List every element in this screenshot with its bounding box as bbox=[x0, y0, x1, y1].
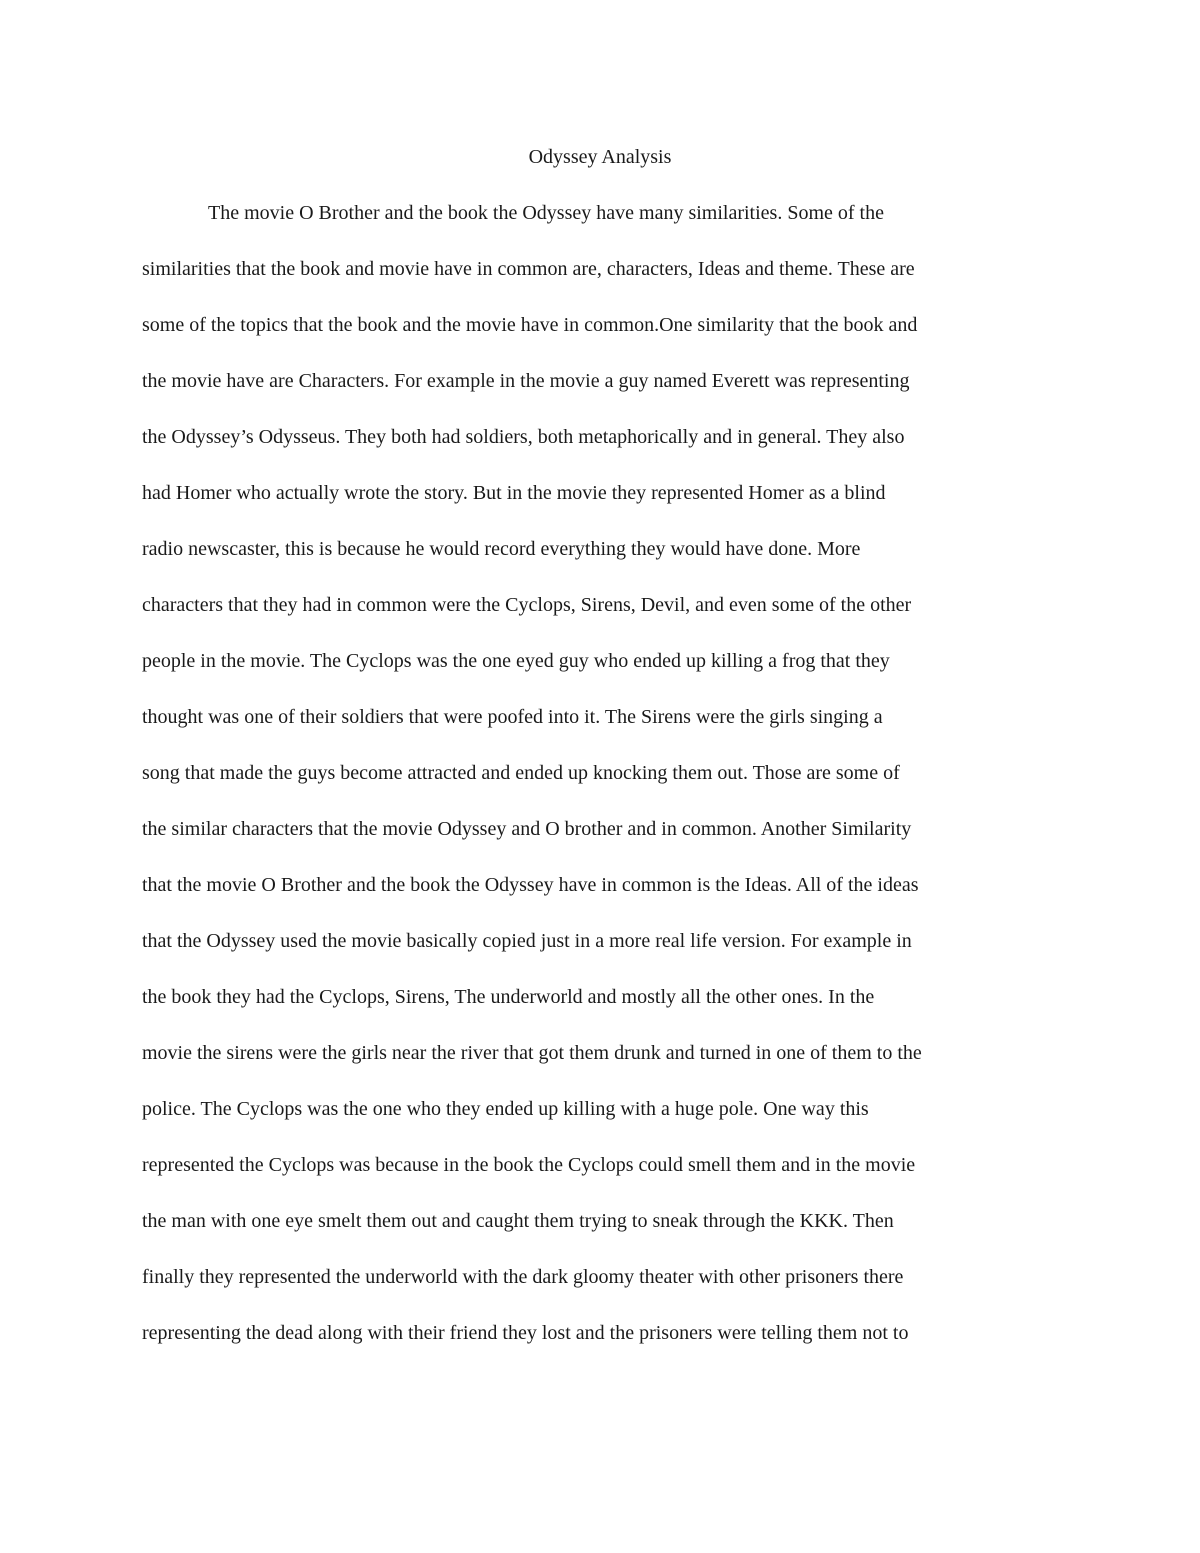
body-line: represented the Cyclops was because in the book the Cyclops could smell them and in the movie bbox=[142, 1154, 916, 1176]
body-line: the man with one eye smelt them out and caught them trying to sneak through the KKK. Then bbox=[142, 1210, 894, 1232]
body-line: that the Odyssey used the movie basically copied just in a more real life version. For example in bbox=[142, 930, 912, 952]
body-line: the book they had the Cyclops, Sirens, The underworld and mostly all the other ones. In the bbox=[142, 986, 875, 1008]
body-line: the movie have are Characters. For example in the movie a guy named Everett was representing bbox=[142, 370, 910, 392]
body-line: radio newscaster, this is because he would record everything they would have done. More bbox=[142, 538, 861, 560]
body-line: similarities that the book and movie have in common are, characters, Ideas and theme. These are bbox=[142, 258, 915, 280]
body-line: representing the dead along with their friend they lost and the prisoners were telling them not to bbox=[142, 1322, 909, 1344]
body-line: the Odyssey’s Odysseus. They both had soldiers, both metaphorically and in general. They also bbox=[142, 426, 905, 448]
body-line: the similar characters that the movie Odyssey and O brother and in common. Another Similarity bbox=[142, 818, 912, 840]
body-line: people in the movie. The Cyclops was the one eyed guy who ended up killing a frog that they bbox=[142, 650, 890, 672]
body-line: The movie O Brother and the book the Odyssey have many similarities. Some of the bbox=[208, 202, 884, 224]
body-line: some of the topics that the book and the movie have in common.One similarity that the book and bbox=[142, 314, 918, 336]
body-line: movie the sirens were the girls near the river that got them drunk and turned in one of them to the bbox=[142, 1042, 922, 1064]
body-line: that the movie O Brother and the book the Odyssey have in common is the Ideas. All of the ideas bbox=[142, 874, 919, 896]
body-line: police. The Cyclops was the one who they ended up killing with a huge pole. One way this bbox=[142, 1098, 869, 1120]
body-line: thought was one of their soldiers that were poofed into it. The Sirens were the girls singing a bbox=[142, 706, 883, 728]
body-line: song that made the guys become attracted and ended up knocking them out. Those are some of bbox=[142, 762, 900, 784]
document-title: Odyssey Analysis bbox=[528, 146, 672, 168]
body-line: had Homer who actually wrote the story. But in the movie they represented Homer as a blind bbox=[142, 482, 886, 504]
body-line: finally they represented the underworld with the dark gloomy theater with other prisoners there bbox=[142, 1266, 904, 1288]
body-line: characters that they had in common were the Cyclops, Sirens, Devil, and even some of the other bbox=[142, 594, 912, 616]
